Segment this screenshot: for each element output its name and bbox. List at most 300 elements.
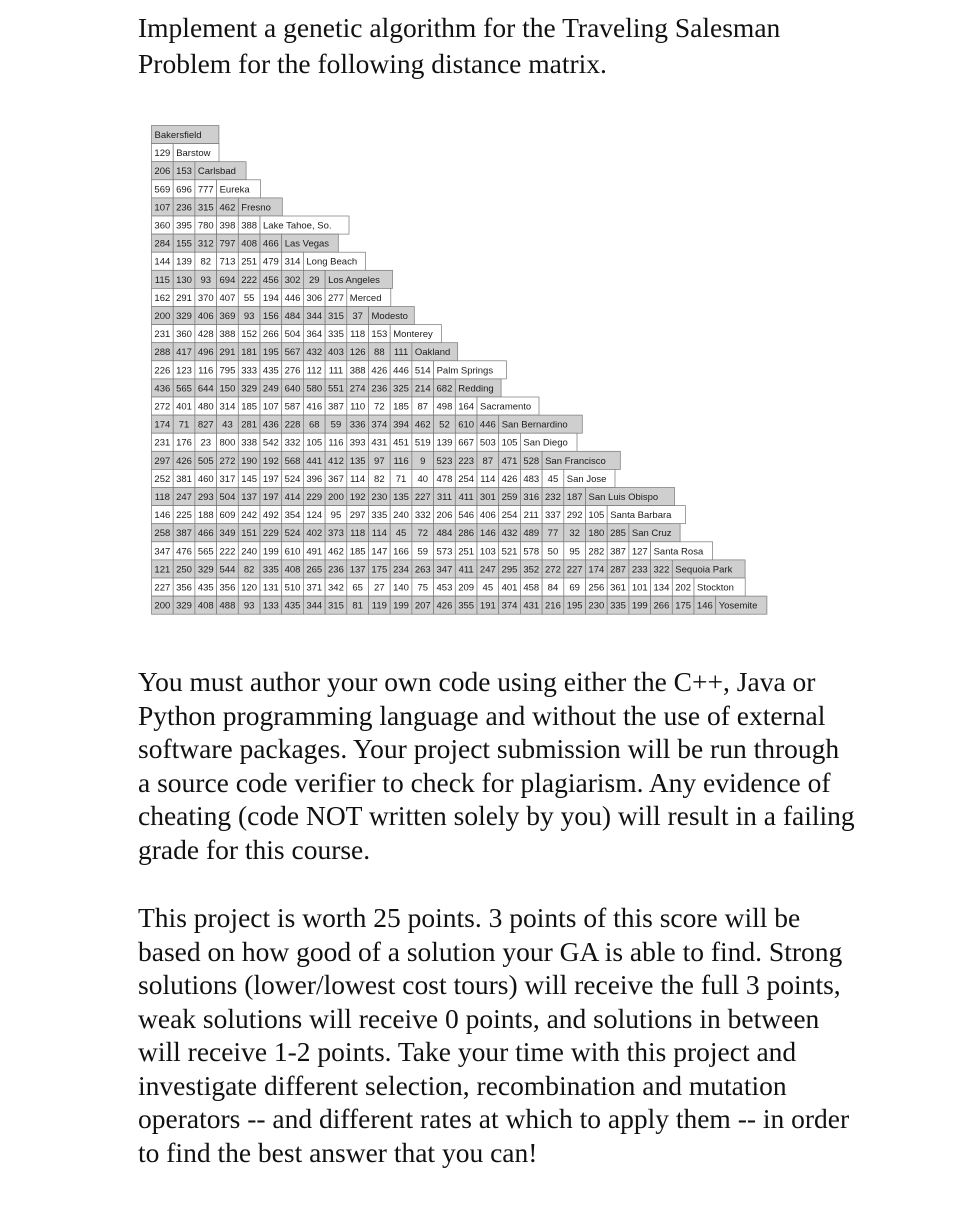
- distance-value: 247: [176, 491, 192, 503]
- distance-value: 206: [154, 166, 171, 178]
- distance-value: 272: [154, 401, 171, 413]
- distance-value: 59: [417, 546, 429, 558]
- distance-value: 263: [414, 564, 431, 576]
- distance-value: 401: [501, 582, 518, 594]
- city-name-label: Lake Tahoe, So.: [263, 220, 332, 232]
- distance-value: 396: [306, 473, 323, 485]
- distance-value: 451: [393, 437, 409, 449]
- distance-value: 231: [154, 329, 171, 341]
- distance-value: 134: [653, 582, 670, 594]
- distance-value: 510: [284, 582, 301, 594]
- distance-value: 398: [219, 220, 236, 232]
- distance-value: 523: [436, 455, 453, 467]
- distance-value: 153: [176, 166, 192, 178]
- distance-value: 156: [262, 310, 279, 322]
- distance-value: 414: [284, 491, 301, 503]
- distance-value: 146: [154, 510, 171, 522]
- matrix-row-carlsbad: [152, 162, 247, 180]
- distance-value: 314: [284, 256, 301, 268]
- distance-value: 209: [458, 582, 475, 594]
- distance-value: 93: [200, 274, 212, 286]
- distance-value: 524: [284, 528, 301, 540]
- distance-value: 416: [306, 401, 323, 413]
- distance-value: 286: [458, 528, 475, 540]
- distance-value: 71: [395, 473, 407, 485]
- city-name-label: Eureka: [219, 184, 250, 196]
- distance-value: 573: [436, 546, 453, 558]
- distance-value: 352: [523, 564, 540, 576]
- distance-value: 317: [219, 473, 236, 485]
- distance-value: 694: [219, 274, 236, 286]
- distance-value: 37: [352, 310, 363, 322]
- matrix-row-yosemite: [152, 596, 767, 614]
- distance-value: 367: [328, 473, 344, 485]
- distance-value: 315: [328, 600, 344, 612]
- city-name-label: San Jose: [566, 473, 607, 485]
- distance-value: 281: [241, 419, 258, 431]
- matrix-row-sequoia-park: [152, 560, 746, 578]
- distance-value: 347: [154, 546, 171, 558]
- distance-value: 175: [675, 600, 692, 612]
- distance-value: 406: [197, 310, 214, 322]
- distance-value: 347: [436, 564, 453, 576]
- distance-value: 223: [458, 455, 475, 467]
- distance-value: 667: [458, 437, 475, 449]
- matrix-row-lake-tahoe-so: [152, 216, 350, 234]
- distance-value: 315: [197, 202, 214, 214]
- distance-value: 325: [393, 383, 409, 395]
- distance-value: 77: [547, 528, 559, 540]
- distance-value: 640: [284, 383, 301, 395]
- distance-value: 315: [328, 310, 344, 322]
- distance-value: 40: [417, 473, 429, 485]
- matrix-row-san-cruz: [152, 524, 681, 542]
- city-name-label: Oakland: [414, 347, 451, 359]
- distance-value: 342: [328, 582, 344, 594]
- distance-value: 197: [262, 473, 279, 485]
- distance-value: 265: [306, 564, 323, 576]
- distance-value: 567: [284, 347, 301, 359]
- distance-value: 55: [243, 292, 255, 304]
- city-name-label: San Diego: [523, 437, 568, 449]
- distance-value: 195: [566, 600, 583, 612]
- distance-value: 332: [414, 510, 431, 522]
- distance-value: 59: [330, 419, 342, 431]
- distance-value: 797: [219, 238, 236, 250]
- distance-value: 251: [241, 256, 258, 268]
- distance-value: 432: [306, 347, 323, 359]
- distance-value: 436: [154, 383, 171, 395]
- distance-value: 232: [545, 491, 561, 503]
- distance-value: 185: [393, 401, 409, 413]
- distance-value: 164: [458, 401, 475, 413]
- distance-value: 23: [200, 437, 212, 449]
- distance-value: 411: [458, 564, 474, 576]
- city-name-label: Bakersfield: [154, 129, 202, 141]
- distance-value: 297: [154, 455, 171, 467]
- distance-value: 226: [154, 365, 171, 377]
- distance-value: 580: [306, 383, 323, 395]
- city-name-label: San Cruz: [631, 528, 672, 540]
- distance-value: 174: [154, 419, 171, 431]
- distance-value: 120: [241, 582, 258, 594]
- distance-value: 256: [588, 582, 605, 594]
- city-name-label: Barstow: [176, 148, 211, 160]
- distance-value: 306: [306, 292, 323, 304]
- distance-value: 483: [523, 473, 540, 485]
- distance-value: 162: [154, 292, 171, 304]
- distance-value: 426: [371, 365, 388, 377]
- distance-value: 146: [479, 528, 496, 540]
- distance-value: 287: [610, 564, 626, 576]
- distance-value: 258: [154, 528, 171, 540]
- city-name-label: Palm Springs: [436, 365, 494, 377]
- distance-value: 127: [631, 546, 648, 558]
- distance-value: 471: [501, 455, 518, 467]
- distance-value: 145: [241, 473, 258, 485]
- distance-value: 403: [328, 347, 344, 359]
- distance-value: 426: [176, 455, 192, 467]
- distance-value: 274: [349, 383, 366, 395]
- distance-value: 291: [176, 292, 192, 304]
- distance-value: 72: [417, 528, 429, 540]
- distance-value: 388: [241, 220, 258, 232]
- distance-value: 503: [479, 437, 496, 449]
- distance-value: 462: [219, 202, 236, 214]
- distance-value: 407: [219, 292, 236, 304]
- distance-value: 135: [349, 455, 366, 467]
- distance-value: 489: [523, 528, 540, 540]
- distance-value: 185: [241, 401, 258, 413]
- distance-value: 200: [328, 491, 344, 503]
- distance-value: 432: [501, 528, 518, 540]
- distance-value: 295: [501, 564, 518, 576]
- distance-value: 780: [197, 220, 214, 232]
- distance-value: 394: [393, 419, 409, 431]
- distance-value: 435: [284, 600, 301, 612]
- distance-value: 229: [306, 491, 323, 503]
- distance-value: 293: [197, 491, 214, 503]
- distance-value: 32: [569, 528, 580, 540]
- distance-value: 250: [176, 564, 192, 576]
- matrix-row-sacramento: [152, 397, 540, 415]
- distance-value: 431: [523, 600, 540, 612]
- distance-value: 395: [176, 220, 192, 232]
- distance-value: 230: [371, 491, 388, 503]
- distance-value: 578: [523, 546, 540, 558]
- distance-value: 491: [306, 546, 323, 558]
- city-name-label: Yosemite: [718, 600, 758, 612]
- distance-value: 251: [458, 546, 475, 558]
- distance-value: 137: [241, 491, 258, 503]
- distance-value: 311: [436, 491, 453, 503]
- city-name-label: Santa Barbara: [610, 510, 672, 522]
- distance-value: 401: [176, 401, 192, 413]
- distance-value: 242: [241, 510, 258, 522]
- distance-value: 97: [374, 455, 385, 467]
- distance-value: 460: [197, 473, 214, 485]
- distance-value: 458: [523, 582, 540, 594]
- distance-value: 87: [482, 455, 494, 467]
- distance-value: 524: [284, 473, 301, 485]
- city-name-label: Santa Rosa: [653, 546, 704, 558]
- distance-value: 431: [371, 437, 388, 449]
- distance-value: 435: [197, 582, 214, 594]
- distance-value: 312: [197, 238, 214, 250]
- distance-matrix: [151, 125, 917, 617]
- distance-value: 107: [154, 202, 171, 214]
- distance-value: 194: [262, 292, 279, 304]
- distance-value: 50: [547, 546, 559, 558]
- distance-value: 446: [393, 365, 409, 377]
- distance-value: 130: [176, 274, 192, 286]
- distance-value: 364: [306, 329, 323, 341]
- distance-value: 322: [653, 564, 670, 576]
- distance-value: 254: [501, 510, 518, 522]
- distance-value: 144: [154, 256, 171, 268]
- distance-value: 114: [350, 473, 366, 485]
- distance-value: 206: [436, 510, 453, 522]
- distance-value: 565: [197, 546, 214, 558]
- distance-value: 411: [458, 491, 474, 503]
- distance-value: 191: [479, 600, 496, 612]
- distance-value: 82: [374, 473, 385, 485]
- distance-value: 484: [436, 528, 453, 540]
- distance-value: 152: [241, 329, 258, 341]
- distance-value: 462: [328, 546, 344, 558]
- distance-value: 565: [176, 383, 192, 395]
- distance-value: 45: [395, 528, 407, 540]
- distance-value: 344: [306, 600, 323, 612]
- distance-value: 181: [241, 347, 258, 359]
- distance-value: 370: [197, 292, 214, 304]
- distance-value: 369: [219, 310, 236, 322]
- distance-value: 123: [176, 365, 192, 377]
- distance-value: 147: [371, 546, 388, 558]
- distance-value: 446: [284, 292, 301, 304]
- distance-value: 88: [374, 347, 385, 359]
- distance-value: 150: [219, 383, 236, 395]
- distance-value: 361: [610, 582, 626, 594]
- distance-value: 82: [200, 256, 212, 268]
- distance-value: 9: [420, 455, 426, 467]
- distance-value: 496: [197, 347, 214, 359]
- distance-value: 777: [197, 184, 214, 196]
- matrix-row-barstow: [152, 144, 220, 162]
- distance-value: 297: [349, 510, 366, 522]
- distance-value: 116: [393, 455, 409, 467]
- distance-value: 388: [349, 365, 366, 377]
- distance-value: 124: [306, 510, 323, 522]
- matrix-row-los-angeles: [152, 270, 393, 288]
- matrix-row-santa-barbara: [152, 506, 686, 524]
- distance-value: 249: [262, 383, 279, 395]
- distance-value: 426: [501, 473, 518, 485]
- distance-value: 140: [393, 582, 409, 594]
- distance-value: 207: [414, 600, 431, 612]
- distance-value: 200: [154, 310, 171, 322]
- distance-value: 284: [154, 238, 171, 250]
- distance-value: 222: [241, 274, 258, 286]
- distance-value: 381: [176, 473, 192, 485]
- distance-value: 371: [306, 582, 323, 594]
- distance-value: 505: [197, 455, 214, 467]
- distance-value: 827: [197, 419, 214, 431]
- distance-value: 222: [219, 546, 236, 558]
- matrix-row-oakland: [152, 343, 458, 361]
- matrix-row-san-francisco: [152, 451, 621, 469]
- distance-value: 135: [393, 491, 409, 503]
- distance-value: 43: [222, 419, 233, 431]
- distance-value: 492: [262, 510, 279, 522]
- distance-value: 233: [631, 564, 648, 576]
- distance-value: 713: [219, 256, 236, 268]
- distance-value: 412: [328, 455, 344, 467]
- distance-value: 408: [241, 238, 258, 250]
- distance-value: 476: [176, 546, 192, 558]
- distance-value: 329: [197, 564, 214, 576]
- distance-value: 276: [284, 365, 301, 377]
- distance-value: 65: [352, 582, 363, 594]
- distance-value: 118: [350, 329, 366, 341]
- distance-value: 435: [262, 365, 279, 377]
- distance-value: 234: [393, 564, 409, 576]
- distance-value: 227: [566, 564, 583, 576]
- distance-value: 417: [176, 347, 192, 359]
- distance-value: 105: [306, 437, 323, 449]
- distance-value: 95: [330, 510, 342, 522]
- distance-value: 225: [176, 510, 192, 522]
- city-name-label: San Bernardino: [501, 419, 568, 431]
- distance-value: 214: [414, 383, 431, 395]
- distance-value: 277: [328, 292, 344, 304]
- distance-value: 188: [197, 510, 214, 522]
- city-name-label: Los Angeles: [328, 274, 380, 286]
- distance-value: 335: [328, 329, 344, 341]
- distance-value: 71: [178, 419, 190, 431]
- distance-value: 240: [393, 510, 409, 522]
- distance-value: 488: [219, 600, 236, 612]
- distance-value: 93: [243, 310, 255, 322]
- distance-value: 466: [197, 528, 214, 540]
- distance-value: 107: [262, 401, 279, 413]
- distance-value: 139: [176, 256, 192, 268]
- distance-value: 230: [588, 600, 605, 612]
- distance-value: 119: [371, 600, 387, 612]
- distance-value: 521: [501, 546, 518, 558]
- city-name-label: Long Beach: [306, 256, 358, 268]
- distance-value: 216: [545, 600, 561, 612]
- distance-value: 75: [417, 582, 429, 594]
- distance-value: 335: [262, 564, 279, 576]
- distance-value: 504: [284, 329, 301, 341]
- city-name-label: Sacramento: [480, 401, 532, 413]
- distance-value: 155: [176, 238, 192, 250]
- distance-value: 795: [219, 365, 236, 377]
- distance-value: 93: [243, 600, 255, 612]
- matrix-row-bakersfield: [152, 126, 219, 144]
- distance-value: 314: [219, 401, 236, 413]
- matrix-row-redding: [152, 379, 502, 397]
- distance-value: 446: [479, 419, 496, 431]
- distance-value: 103: [479, 546, 496, 558]
- distance-value: 333: [241, 365, 258, 377]
- distance-value: 406: [479, 510, 496, 522]
- city-name-label: San Luis Obispo: [588, 491, 659, 503]
- distance-value: 153: [371, 329, 388, 341]
- city-name-label: Modesto: [371, 310, 408, 322]
- distance-value: 609: [219, 510, 236, 522]
- distance-value: 569: [154, 184, 171, 196]
- distance-value: 175: [371, 564, 388, 576]
- grading-paragraph: This project is worth 25 points. 3 points of this score will be based on how good of a solution your GA is able to find. Strong solutions (lower/lowest cost tours) will receive the full 3 points, weak solutions will receive 0 points, and solutions in between will receive 1-2 points. Take your time with this project and investigate different selection, recombination and mutation operators -- and different rates at which to apply them -- in order to find the best answer that you can!: [138, 902, 850, 1168]
- distance-value: 190: [241, 455, 258, 467]
- distance-value: 105: [588, 510, 605, 522]
- distance-value: 568: [284, 455, 301, 467]
- distance-value: 254: [458, 473, 475, 485]
- distance-value: 408: [284, 564, 301, 576]
- distance-value: 95: [569, 546, 580, 558]
- distance-matrix-table: [151, 125, 917, 617]
- matrix-row-san-diego: [152, 433, 578, 451]
- distance-value: 374: [371, 419, 388, 431]
- distance-value: 211: [523, 510, 539, 522]
- distance-value: 291: [219, 347, 236, 359]
- distance-value: 356: [176, 582, 192, 594]
- distance-value: 236: [371, 383, 388, 395]
- distance-value: 696: [176, 184, 192, 196]
- assignment-heading: Implement a genetic algorithm for the Traveling Salesman Problem for the following distance matrix.: [138, 12, 781, 79]
- distance-value: 800: [219, 437, 236, 449]
- distance-value: 112: [306, 365, 322, 377]
- city-name-label: Redding: [458, 383, 494, 395]
- distance-value: 118: [350, 528, 366, 540]
- distance-value: 479: [262, 256, 279, 268]
- distance-value: 480: [197, 401, 214, 413]
- distance-value: 129: [154, 148, 171, 160]
- matrix-row-monterey: [152, 325, 442, 343]
- distance-value: 199: [631, 600, 648, 612]
- distance-value: 199: [262, 546, 279, 558]
- distance-value: 236: [176, 202, 192, 214]
- distance-value: 682: [436, 383, 453, 395]
- city-name-label: Las Vegas: [284, 238, 330, 250]
- distance-value: 498: [436, 401, 453, 413]
- matrix-row-stockton: [152, 578, 746, 596]
- distance-value: 360: [176, 329, 192, 341]
- distance-value: 137: [349, 564, 366, 576]
- city-name-label: Merced: [349, 292, 382, 304]
- distance-value: 266: [653, 600, 670, 612]
- distance-value: 236: [328, 564, 344, 576]
- distance-value: 197: [262, 491, 279, 503]
- distance-value: 514: [414, 365, 431, 377]
- distance-value: 587: [284, 401, 301, 413]
- distance-value: 456: [262, 274, 279, 286]
- distance-value: 240: [241, 546, 258, 558]
- distance-value: 316: [523, 491, 540, 503]
- distance-value: 272: [545, 564, 561, 576]
- distance-value: 84: [547, 582, 559, 594]
- distance-value: 355: [458, 600, 475, 612]
- distance-value: 111: [393, 347, 409, 359]
- distance-value: 332: [284, 437, 301, 449]
- distance-value: 187: [566, 491, 583, 503]
- distance-value: 166: [393, 546, 409, 558]
- distance-value: 453: [436, 582, 453, 594]
- distance-value: 393: [349, 437, 366, 449]
- distance-value: 111: [328, 365, 344, 377]
